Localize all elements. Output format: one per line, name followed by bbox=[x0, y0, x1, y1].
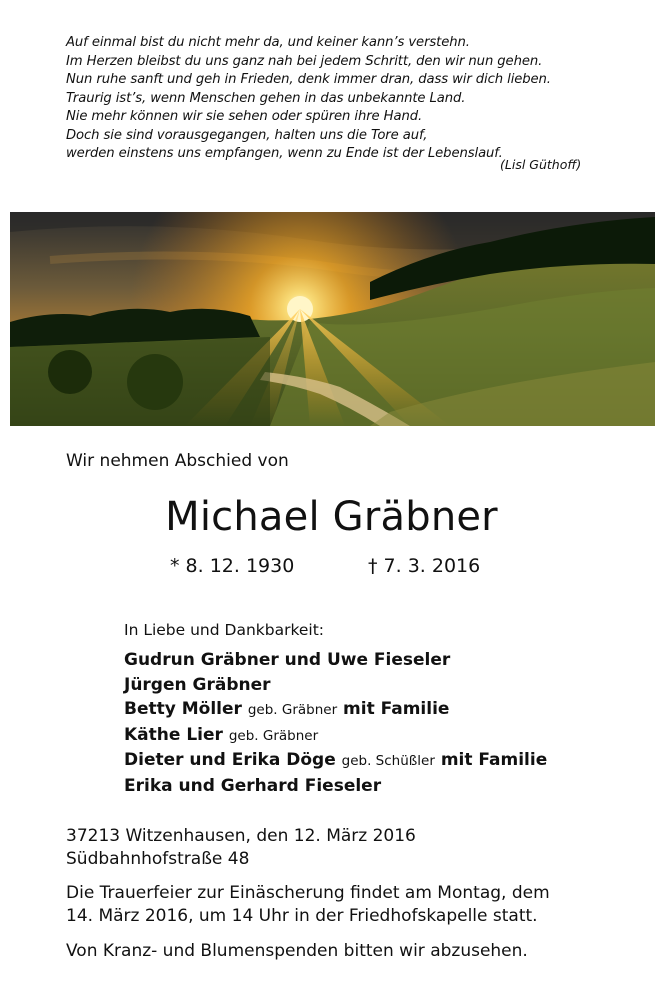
poem-line: Im Herzen bleibst du uns ganz nah bei jedem Schritt, den wir nun gehen. bbox=[66, 53, 543, 69]
mourners-list bbox=[124, 648, 644, 798]
mourner-line bbox=[124, 774, 644, 799]
sunset-landscape-photo bbox=[10, 212, 655, 426]
mourner-line bbox=[124, 673, 644, 698]
poem-line: Nun ruhe sanft und geh in Frieden, denk immer dran, dass wir dich lieben. bbox=[66, 72, 551, 87]
mourner-suffix: mit Familie bbox=[343, 699, 450, 719]
mourner-line bbox=[124, 697, 644, 723]
service-line: 14. März 2016, um 14 Uhr in der Friedhofskapelle statt. bbox=[66, 906, 538, 926]
poem-line: Auf einmal bist du nicht mehr da, und keiner kann’s verstehn. bbox=[66, 35, 470, 50]
poem-line: werden einstens uns empfangen, wenn zu Ende ist der Lebenslauf. bbox=[66, 146, 503, 161]
poem bbox=[66, 34, 606, 164]
poem-author: (Lisl Güthoff) bbox=[500, 157, 582, 172]
mourner-line bbox=[124, 748, 644, 774]
mourner-name: Käthe Lier bbox=[124, 724, 223, 745]
mourner-name: Gudrun Gräbner und Uwe Fieseler bbox=[124, 650, 451, 670]
flowers-note: Von Kranz- und Blumenspenden bitten wir abzusehen. bbox=[66, 941, 528, 961]
intro-text: Wir nehmen Abschied von bbox=[66, 451, 289, 471]
mourner-name: Erika und Gerhard Fieseler bbox=[124, 775, 382, 796]
service-line: Die Trauerfeier zur Einäscherung findet am Montag, dem bbox=[66, 883, 550, 903]
mourner-name: Jürgen Gräbner bbox=[124, 674, 271, 695]
maiden-name: geb. Gräbner bbox=[247, 702, 338, 718]
deceased-name: Michael Gräbner bbox=[165, 494, 498, 540]
birth-date: * 8. 12. 1930 bbox=[170, 555, 295, 577]
service-info bbox=[66, 882, 550, 928]
mourner-suffix: mit Familie bbox=[440, 750, 548, 770]
sunset-landscape-image bbox=[10, 212, 655, 426]
poem-line: Doch sie sind vorausgegangen, halten uns die Tore auf, bbox=[66, 127, 428, 143]
address-block bbox=[66, 825, 416, 871]
mourner-line bbox=[124, 648, 644, 673]
mourner-name: Dieter und Erika Döge bbox=[124, 750, 336, 770]
mourner-name: Betty Möller bbox=[124, 699, 242, 719]
maiden-name: geb. Schüßler bbox=[341, 753, 435, 769]
street-line: Südbahnhofstraße 48 bbox=[66, 849, 250, 869]
mourner-line bbox=[124, 723, 644, 749]
place-date-line: 37213 Witzenhausen, den 12. März 2016 bbox=[66, 826, 416, 846]
poem-line: Traurig ist’s, wenn Menschen gehen in das unbekannte Land. bbox=[66, 90, 466, 106]
poem-line: Nie mehr können wir sie sehen oder spüren ihre Hand. bbox=[66, 109, 423, 124]
maiden-name: geb. Gräbner bbox=[228, 727, 319, 744]
death-date: † 7. 3. 2016 bbox=[368, 555, 481, 577]
mourners-heading: In Liebe und Dankbarkeit: bbox=[124, 621, 325, 639]
